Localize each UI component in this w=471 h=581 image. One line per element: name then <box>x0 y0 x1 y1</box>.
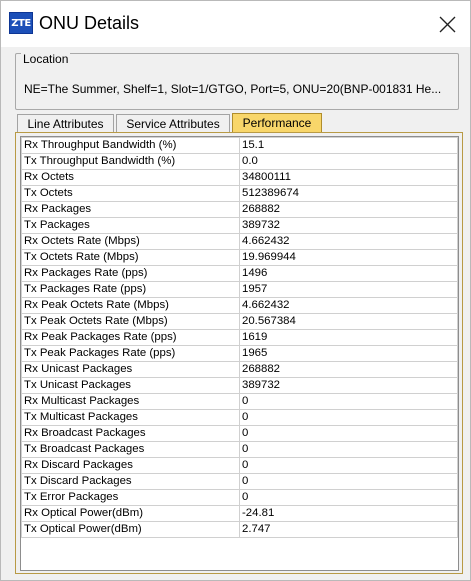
table-row[interactable] <box>22 522 458 538</box>
performance-table <box>21 137 458 538</box>
metric-name: Tx Error Packages <box>22 490 240 506</box>
metric-name: Rx Octets Rate (Mbps) <box>22 234 240 250</box>
table-row[interactable] <box>22 138 458 154</box>
metric-value: 0.0 <box>240 154 458 170</box>
location-group <box>15 53 459 110</box>
table-row[interactable] <box>22 218 458 234</box>
table-row[interactable] <box>22 490 458 506</box>
table-row[interactable] <box>22 314 458 330</box>
metric-value: 268882 <box>240 202 458 218</box>
metric-name: Tx Multicast Packages <box>22 410 240 426</box>
table-row[interactable] <box>22 458 458 474</box>
metric-value: 34800111 <box>240 170 458 186</box>
table-row[interactable] <box>22 442 458 458</box>
metric-value: 15.1 <box>240 138 458 154</box>
metric-value: 1496 <box>240 266 458 282</box>
metric-value: 389732 <box>240 218 458 234</box>
table-row[interactable] <box>22 410 458 426</box>
metric-name: Rx Multicast Packages <box>22 394 240 410</box>
metric-value: 268882 <box>240 362 458 378</box>
table-row[interactable] <box>22 298 458 314</box>
metric-name: Rx Packages <box>22 202 240 218</box>
table-row[interactable] <box>22 346 458 362</box>
tab-service-attributes[interactable]: Service Attributes <box>116 114 230 134</box>
tab-line-attributes[interactable]: Line Attributes <box>17 114 114 134</box>
metric-name: Rx Unicast Packages <box>22 362 240 378</box>
metric-value: 1957 <box>240 282 458 298</box>
metric-name: Tx Peak Octets Rate (Mbps) <box>22 314 240 330</box>
metric-value: -24.81 <box>240 506 458 522</box>
performance-panel <box>15 132 463 574</box>
metric-name: Tx Peak Packages Rate (pps) <box>22 346 240 362</box>
metric-name: Rx Optical Power(dBm) <box>22 506 240 522</box>
metric-value: 19.969944 <box>240 250 458 266</box>
metric-name: Rx Broadcast Packages <box>22 426 240 442</box>
metric-value: 0 <box>240 490 458 506</box>
metric-name: Rx Packages Rate (pps) <box>22 266 240 282</box>
metric-value: 4.662432 <box>240 298 458 314</box>
table-row[interactable] <box>22 186 458 202</box>
table-row[interactable] <box>22 234 458 250</box>
zte-logo-icon: ZTE <box>9 12 33 34</box>
metric-value: 0 <box>240 474 458 490</box>
performance-table-container[interactable] <box>20 136 459 571</box>
metric-value: 0 <box>240 410 458 426</box>
metric-name: Tx Discard Packages <box>22 474 240 490</box>
table-row[interactable] <box>22 250 458 266</box>
tab-performance[interactable]: Performance <box>232 113 322 134</box>
metric-name: Tx Octets Rate (Mbps) <box>22 250 240 266</box>
metric-value: 0 <box>240 394 458 410</box>
metric-name: Tx Throughput Bandwidth (%) <box>22 154 240 170</box>
metric-name: Tx Octets <box>22 186 240 202</box>
tab-bar <box>17 114 463 134</box>
table-row[interactable] <box>22 394 458 410</box>
metric-name: Tx Broadcast Packages <box>22 442 240 458</box>
metric-value: 389732 <box>240 378 458 394</box>
metric-value: 1965 <box>240 346 458 362</box>
table-row[interactable] <box>22 426 458 442</box>
table-row[interactable] <box>22 474 458 490</box>
metric-name: Tx Unicast Packages <box>22 378 240 394</box>
location-label: Location <box>23 52 69 66</box>
metric-name: Tx Optical Power(dBm) <box>22 522 240 538</box>
metric-name: Rx Discard Packages <box>22 458 240 474</box>
table-row[interactable] <box>22 362 458 378</box>
metric-value: 0 <box>240 442 458 458</box>
metric-name: Rx Peak Packages Rate (pps) <box>22 330 240 346</box>
close-icon <box>439 16 456 33</box>
metric-name: Rx Throughput Bandwidth (%) <box>22 138 240 154</box>
title-bar <box>1 1 470 47</box>
metric-value: 0 <box>240 426 458 442</box>
table-row[interactable] <box>22 282 458 298</box>
table-row[interactable] <box>22 506 458 522</box>
table-row[interactable] <box>22 202 458 218</box>
metric-name: Tx Packages Rate (pps) <box>22 282 240 298</box>
table-row[interactable] <box>22 378 458 394</box>
table-row[interactable] <box>22 266 458 282</box>
metric-value: 20.567384 <box>240 314 458 330</box>
metric-value: 1619 <box>240 330 458 346</box>
metric-value: 512389674 <box>240 186 458 202</box>
metric-value: 2.747 <box>240 522 458 538</box>
table-row[interactable] <box>22 330 458 346</box>
close-button[interactable] <box>425 3 469 45</box>
table-row[interactable] <box>22 154 458 170</box>
metric-name: Tx Packages <box>22 218 240 234</box>
metric-name: Rx Octets <box>22 170 240 186</box>
table-row[interactable] <box>22 170 458 186</box>
metric-name: Rx Peak Octets Rate (Mbps) <box>22 298 240 314</box>
metric-value: 4.662432 <box>240 234 458 250</box>
metric-value: 0 <box>240 458 458 474</box>
location-value: NE=The Summer, Shelf=1, Slot=1/GTGO, Port=5, ONU=20(BNP-001831 He... <box>24 82 442 96</box>
window-title: ONU Details <box>39 13 140 33</box>
